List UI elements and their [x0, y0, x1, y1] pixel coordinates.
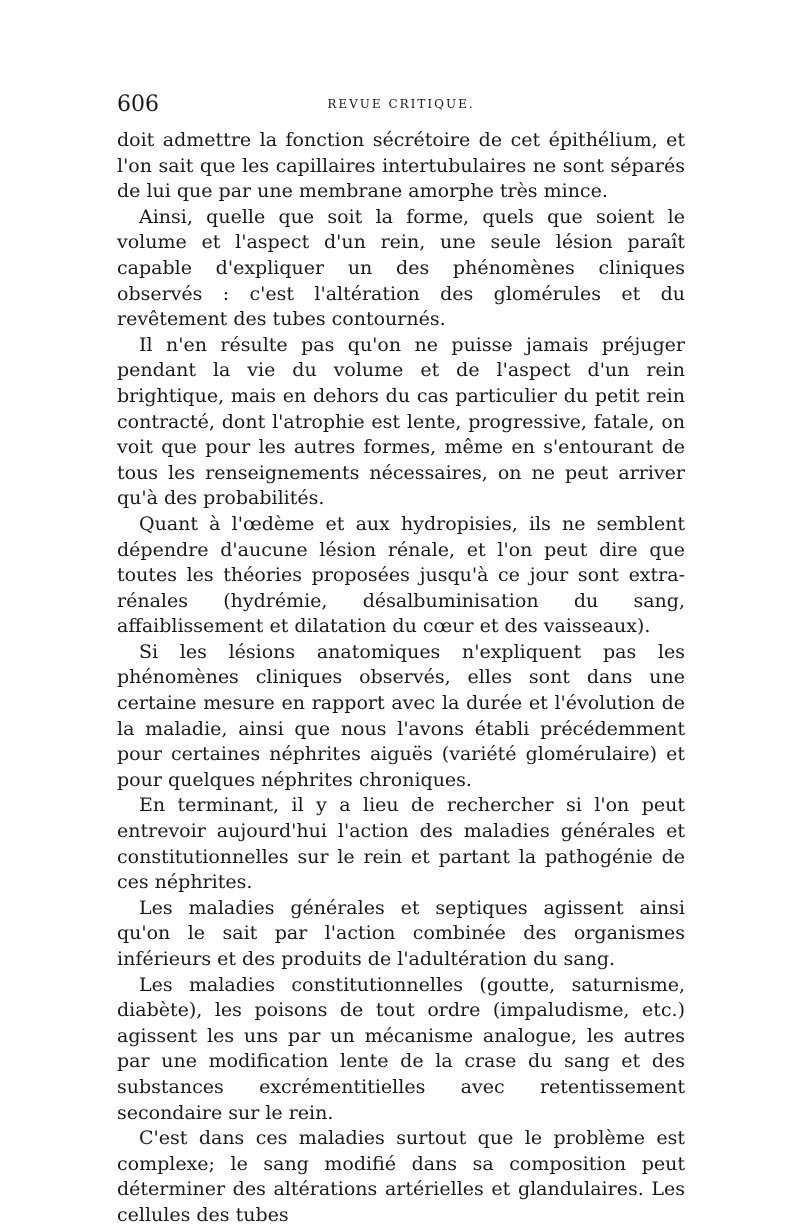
paragraph: Il n'en résulte pas qu'on ne puisse jamais préjuger pendant la vie du volume et de l'aspect d'un rein brightique, mais en dehors du cas particulier du petit rein contracté, dont l'atrophie est lente, progressive, fatale, on voit que pour les autres formes, même en s'entourant de tous les renseignements nécessaires, on ne peut arriver qu'à des probabilités. — [117, 333, 685, 510]
paragraph: doit admettre la fonction sécrétoire de cet épithélium, et l'on sait que les capillaires intertubulaires ne sont séparés de lui que par une membrane amorphe très mince. — [117, 129, 685, 203]
paragraph: Les maladies constitutionnelles (goutte, saturnisme, diabète), les poisons de tout ordre (impaludisme, etc.) agissent les uns par un mécanisme analogue, les autres par une modification lente de la crase du sang et des substances excrémentitielles avec retentissement secondaire sur le rein. — [117, 973, 685, 1124]
paragraph: Si les lésions anatomiques n'expliquent pas les phénomènes cliniques observés, elles sont dans une certaine mesure en rapport avec la durée et l'évolution de la maladie, ainsi que nous l'avons établi précédemment pour certaines néphrites aiguës (variété glomérulaire) et pour quelques néphrites chroniques. — [117, 640, 685, 791]
paragraph: Les maladies générales et septiques agissent ainsi qu'on le sait par l'action combinée des organismes inférieurs et des produits de l'adultération du sang. — [117, 896, 685, 970]
page-header — [117, 92, 685, 118]
paragraph: Ainsi, quelle que soit la forme, quels que soient le volume et l'aspect d'un rein, une seule lésion paraît capable d'expliquer un des phénomènes cliniques observés : c'est l'altération des glomérules et du revêtement des tubes contournés. — [117, 205, 685, 331]
paragraph: En terminant, il y a lieu de rechercher si l'on peut entrevoir aujourd'hui l'action des maladies générales et constitutionnelles sur le rein et partant la pathogénie de ces néphrites. — [117, 794, 685, 894]
running-head: REVUE CRITIQUE. — [327, 97, 475, 111]
paragraph: Quant à l'œdème et aux hydropisies, ils ne semblent dépendre d'aucune lésion rénale, et l'on peut dire que toutes les théories proposées jusqu'à ce jour sont extra-rénales (hydrémie, désalbuminisation du sang, affaiblissement et dilatation du cœur et des vaisseaux). — [117, 512, 685, 638]
paragraph: C'est dans ces maladies surtout que le problème est complexe; le sang modifié dans sa composition peut déterminer des altérations artérielles et glandulaires. Les cellules des tubes — [117, 1127, 685, 1226]
page-number: 606 — [117, 92, 159, 117]
text-body — [117, 128, 685, 1229]
